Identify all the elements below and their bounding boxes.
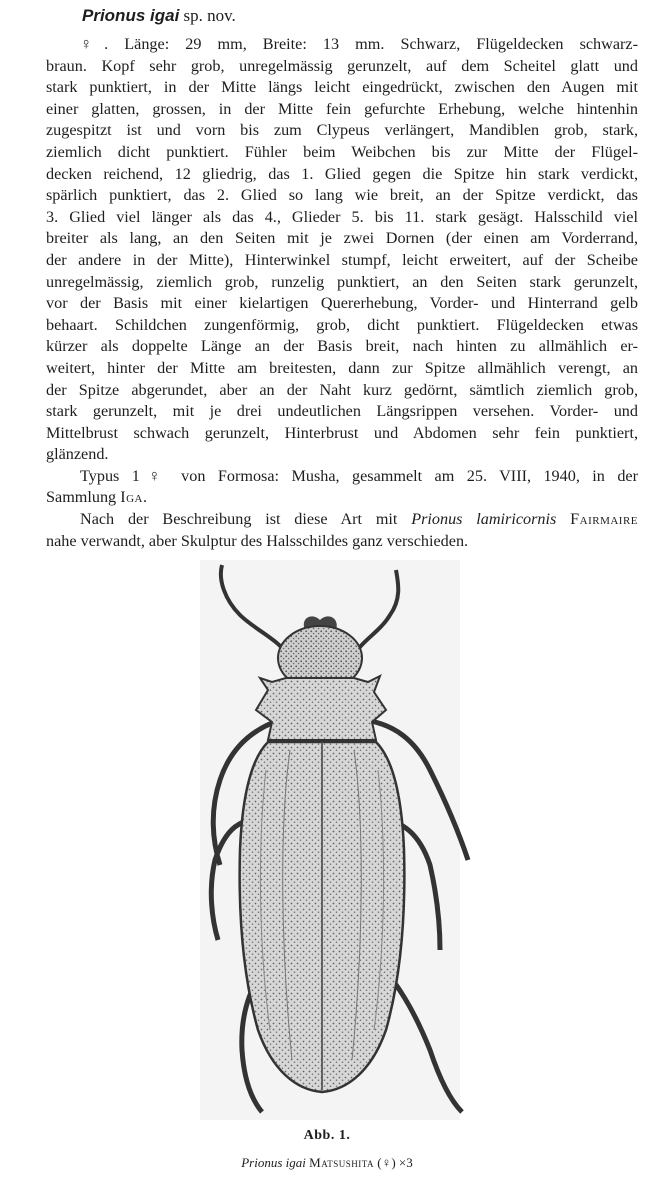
description-line: Mittelbrust schwach gerunzelt, Hinterbrust und Abdomen sehr fein punktiert,: [46, 423, 638, 442]
description-line: braun. Kopf sehr grob, unregelmässig gerunzelt, auf dem Scheitel glatt und: [46, 56, 638, 75]
caption-sex: (♀): [377, 1155, 396, 1170]
caption-magnification: ×3: [398, 1155, 413, 1170]
description-line: unregelmässig, ziemlich grob, runzelig punktiert, an den Seiten stark gerunzelt,: [46, 272, 638, 291]
description-line: 3. Glied viel länger als das 4., Glieder 5. bis 11. stark gesägt. Halsschild viel: [46, 207, 638, 226]
description-line: der andere in der Mitte), Hinterwinkel stumpf, leicht erweitert, auf der Scheibe: [46, 250, 638, 269]
species-status: sp. nov.: [183, 6, 236, 25]
description-line: stark punktiert, in der Mitte längs leicht eingedrückt, zwischen den Augen mit: [46, 78, 638, 97]
typus-line-2: [46, 487, 638, 509]
comparison-author: Fairmaire: [570, 510, 639, 529]
comparison-line-1: [46, 509, 638, 531]
comparison-paragraph: [46, 509, 638, 552]
comparison-species: Prionus lamiricornis: [411, 510, 557, 529]
description-line: kürzer als doppelte Länge an der Basis breit, nach hinten zu allmählich er-: [46, 337, 638, 356]
species-title: [82, 6, 236, 26]
figure-label: Abb. 1.: [303, 1128, 351, 1143]
description-line: weitert, hinter der Mitte am breitesten, dann zur Spitze allmählich verengt, an: [46, 358, 638, 377]
caption-species: Prionus igai: [241, 1155, 306, 1170]
description-line: zugespitzt ist und vorn bis zum Clypeus verlängert, Mandiblen grob, stark,: [46, 121, 638, 140]
description-line: einer glatten, grossen, in der Mitte fein gefurchte Erhebung, welche hintenhin: [46, 99, 638, 118]
description-paragraph: [46, 34, 638, 466]
description-line: decken reichend, 12 gliedrig, das 1. Glied gegen die Spitze hin stark verdickt,: [46, 164, 638, 183]
description-line: der Spitze abgerundet, aber an der Naht kurz gedörnt, sämtlich ziemlich grob,: [46, 380, 638, 399]
description-line: stark gerunzelt, mit je drei undeutlichen Längsrippen versehen. Vorder- und: [46, 402, 638, 421]
typus-line-1: Typus 1♀ von Formosa: Musha, gesammelt am 25. VIII, 1940, in der: [80, 466, 638, 485]
description-line: vor der Basis mit einer kielartigen Quererhebung, Vorder- und Hinterrand gelb: [46, 294, 638, 313]
comparison-text: Nach der Beschreibung ist diese Art mit: [80, 510, 398, 529]
beetle-figure: [140, 560, 510, 1120]
description-line: glänzend.: [46, 445, 109, 464]
caption-author: Matsushita: [309, 1155, 374, 1170]
description-line: spärlich punktiert, das 2. Glied so lang wie breit, an der Spitze verdickt, das: [46, 186, 638, 205]
typus-collection: Iga.: [120, 488, 148, 507]
beetle-illustration: [140, 560, 510, 1120]
description-line: breiter als lang, an den Seiten mit je zwei Dornen (der einen am Vorderrand,: [46, 229, 638, 248]
species-name: Prionus igai: [82, 6, 180, 25]
comparison-line-2: nahe verwandt, aber Skulptur des Halsschildes ganz verschieden.: [46, 531, 469, 550]
description-line: ♀. Länge: 29 mm, Breite: 13 mm. Schwarz, Flügeldecken schwarz-: [80, 35, 638, 53]
typus-paragraph: [46, 466, 638, 509]
description-body: [46, 34, 638, 552]
description-line: ziemlich dicht punktiert. Fühler beim Weibchen bis zur Mitte der Flügel-: [46, 142, 638, 161]
typus-collection-label: Sammlung: [46, 488, 117, 507]
description-line: behaart. Schildchen zungenförmig, grob, dicht punktiert. Flügeldecken etwas: [46, 315, 638, 334]
figure-caption: [0, 1155, 654, 1171]
